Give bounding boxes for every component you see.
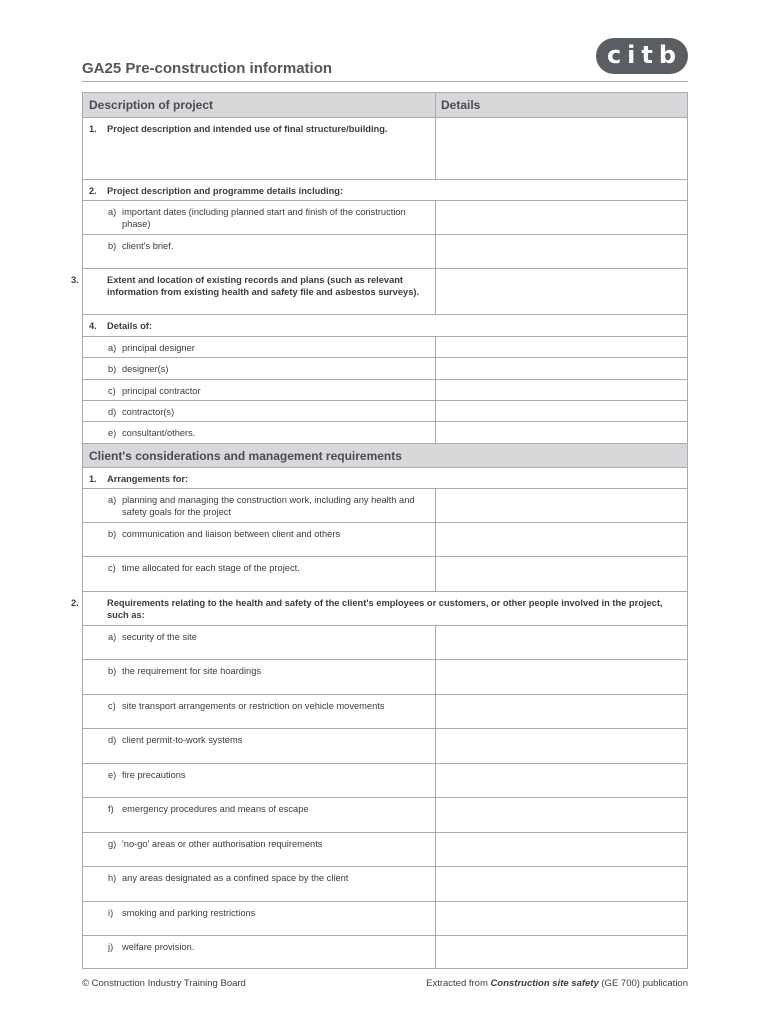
column-header-description: Description of project [89, 98, 214, 112]
details-field[interactable] [435, 337, 687, 357]
details-field[interactable] [435, 401, 687, 421]
question-label: 1. Project description and intended use of final structure/building. [89, 124, 388, 134]
form-row [71, 591, 687, 625]
details-field[interactable] [435, 422, 687, 443]
sub-item-label: d) contractor(s) [108, 407, 175, 417]
details-field[interactable] [435, 764, 687, 797]
form-row [83, 357, 687, 379]
sub-item-label: d) client permit-to-work systems [108, 735, 243, 745]
sub-item-label: b) the requirement for site hoardings [108, 666, 262, 676]
sub-item-label: f) emergency procedures and means of escape [108, 804, 309, 814]
details-field[interactable] [435, 358, 687, 379]
document-header [82, 38, 688, 82]
details-field[interactable] [435, 833, 687, 866]
form-row [83, 400, 687, 421]
details-field[interactable] [435, 695, 687, 728]
question-label: 4. Details of: [89, 321, 152, 331]
question-label: 2. Requirements relating to the health and safety of the client's employees or customers, or other people involved in the project, such as: [71, 598, 663, 620]
form-row [83, 117, 687, 179]
question-label: 2. Project description and programme details including: [89, 186, 344, 196]
details-field[interactable] [435, 867, 687, 901]
details-field[interactable] [435, 523, 687, 556]
question-label: 1. Arrangements for: [89, 474, 189, 484]
sub-item-label: j) welfare provision. [108, 942, 195, 952]
form-row [83, 488, 687, 522]
page-title: GA25 Pre-construction information [82, 60, 333, 77]
form-row [83, 314, 687, 336]
sub-item-label: c) site transport arrangements or restriction on vehicle movements [108, 701, 385, 711]
sub-item-label: a) security of the site [108, 632, 197, 642]
citb-logo: citb [596, 38, 688, 74]
form-row [83, 728, 687, 763]
form-row [83, 234, 687, 268]
pre-construction-form [71, 92, 688, 969]
sub-item-label: e) consultant/others. [108, 428, 196, 438]
details-field[interactable] [435, 118, 687, 179]
section-title: Client's considerations and management requirements [89, 449, 402, 463]
details-field[interactable] [435, 235, 687, 268]
sub-item-label: a) important dates (including planned start and finish of the construction phase) [108, 207, 406, 229]
details-field[interactable] [435, 626, 687, 659]
details-field[interactable] [435, 380, 687, 400]
form-row [83, 200, 687, 234]
form-row [83, 659, 687, 694]
form-row [83, 935, 687, 968]
sub-item-label: c) time allocated for each stage of the project. [108, 563, 300, 573]
sub-item-label: a) principal designer [108, 343, 195, 353]
sub-item-label: h) any areas designated as a confined space by the client [108, 873, 349, 883]
form-row [83, 625, 687, 659]
sub-item-label: e) fire precautions [108, 770, 186, 780]
form-row [83, 832, 687, 866]
form-row [83, 467, 687, 488]
form-row [83, 522, 687, 556]
details-field[interactable] [435, 269, 687, 314]
sub-item-label: i) smoking and parking restrictions [108, 908, 256, 918]
form-row [83, 421, 687, 443]
sub-item-label: a) planning and managing the construction work, including any health and safety goals for the project [108, 495, 415, 517]
form-row [83, 556, 687, 591]
details-field[interactable] [435, 902, 687, 935]
details-field[interactable] [435, 201, 687, 234]
form-row [83, 179, 687, 200]
sub-item-label: g) 'no-go' areas or other authorisation requirements [108, 839, 323, 849]
question-label: 3. Extent and location of existing records and plans (such as relevant information from existing health and safety file and asbestos surveys). [71, 275, 420, 297]
sub-item-label: c) principal contractor [108, 386, 201, 396]
form-row [83, 336, 687, 357]
sub-item-label: b) designer(s) [108, 364, 169, 374]
form-row [83, 797, 687, 832]
form-row [71, 268, 687, 314]
table-header-row [83, 93, 687, 117]
form-row [83, 901, 687, 935]
publication-title: Construction site safety [490, 978, 599, 989]
sub-item-label: b) communication and liaison between client and others [108, 529, 341, 539]
publication-credit: Extracted from Construction site safety (GE 700) publication [426, 978, 688, 989]
column-header-details: Details [441, 98, 481, 112]
details-field[interactable] [435, 489, 687, 522]
form-row [83, 379, 687, 400]
form-row [83, 694, 687, 728]
details-field[interactable] [435, 798, 687, 832]
details-field[interactable] [435, 936, 687, 968]
details-field[interactable] [435, 557, 687, 591]
copyright-notice: © Construction Industry Training Board [82, 978, 246, 989]
section-header-row [83, 443, 687, 467]
form-row [83, 866, 687, 901]
form-row [83, 763, 687, 797]
sub-item-label: b) client's brief. [108, 241, 174, 251]
details-field[interactable] [435, 660, 687, 694]
details-field[interactable] [435, 729, 687, 763]
